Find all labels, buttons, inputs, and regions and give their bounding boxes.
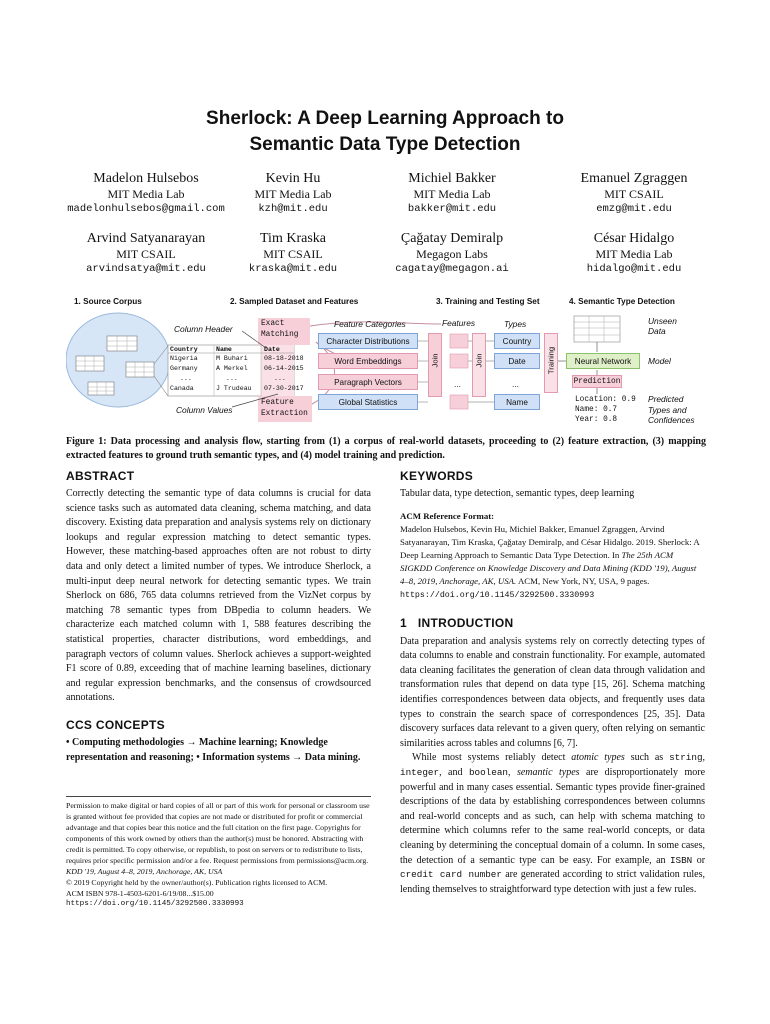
author-email[interactable]: arvindsatya@mit.edu <box>86 263 206 275</box>
title-line-2: Semantic Data Type Detection <box>249 134 521 155</box>
table-cell: ... <box>180 375 192 382</box>
table-cell: Nigeria <box>170 355 198 362</box>
table-cell: 06-14-2015 <box>264 365 304 372</box>
author-name: Kevin Hu <box>265 171 321 186</box>
types-label: Types <box>504 319 527 329</box>
intro-p1: Data preparation and analysis systems rely on correctly detecting types of data columns to enable and constrain functionality. For example, automated data cleaning facilitates the generation of clean data through validation and transformation rules that depend on data type [15, 26]. Schema matching identifies correspondences between data objects, and frequently uses data types to constrain the search space of correspondences [25, 35]. Data discovery surfaces data relevant to a given query, often relying on semantic similarities across tables and columns [6, 7]. <box>400 635 705 749</box>
prediction-box: Prediction <box>572 375 622 388</box>
prediction-values: Location: 0.9 Name: 0.7 Year: 0.8 <box>575 396 636 424</box>
acm-reference-tail: ACM, New York, NY, USA, 9 pages. <box>517 575 650 586</box>
section-type-detection: 4. Semantic Type Detection <box>569 297 675 306</box>
table-header-cell: Date <box>264 346 280 353</box>
feature-categories-label: Feature Categories <box>334 319 406 329</box>
keywords-text: Tabular data, type detection, semantic types, deep learning <box>400 488 635 499</box>
author-7 <box>554 230 714 277</box>
features-ellipsis: ... <box>454 379 461 389</box>
table-cell: 07-30-2017 <box>264 385 304 392</box>
type-country: Country <box>494 333 540 349</box>
author-0 <box>66 170 226 217</box>
acm-reference <box>400 510 705 602</box>
permission-doi: https://doi.org/10.1145/3292500.3330993 <box>66 900 244 908</box>
section-source-corpus: 1. Source Corpus <box>74 297 142 306</box>
permission-copyright: © 2019 Copyright held by the owner/author(s). Publication rights licensed to ACM. <box>66 878 328 887</box>
section-training-testing: 3. Training and Testing Set <box>436 297 540 306</box>
author-email[interactable]: hidalgo@mit.edu <box>586 263 682 275</box>
author-name: Arvind Satyanarayan <box>86 231 206 246</box>
acm-reference-authors: Madelon Hulsebos, Kevin Hu, Michiel Bakker, Emanuel Zgraggen, Arvind Satyanarayan, Tim Kraska, Çağatay Demiralp, and César Hidalgo. 2019. Sherlock: A Deep Learning Approach to Semantic Data Type Detection. In <box>400 523 700 560</box>
category-paragraph-vectors: Paragraph Vectors <box>318 374 418 390</box>
table-cell: J Trudeau <box>216 385 252 392</box>
author-affiliation: MIT CSAIL <box>263 247 323 261</box>
author-name: Çağatay Demiralp <box>400 231 504 246</box>
acm-reference-doi: https://doi.org/10.1145/3292500.3330993 <box>400 590 595 600</box>
type-ellipsis: ... <box>512 379 519 389</box>
author-email[interactable]: cagatay@megagon.ai <box>395 263 509 275</box>
table-cell: Canada <box>170 385 194 392</box>
author-email[interactable]: emzg@mit.edu <box>596 203 672 215</box>
permission-venue: KDD '19, August 4–8, 2019, Anchorage, AK, USA <box>66 867 223 876</box>
author-2 <box>372 170 532 217</box>
author-email[interactable]: kraska@mit.edu <box>248 263 338 275</box>
abstract-heading: ABSTRACT <box>66 469 135 483</box>
author-3 <box>554 170 714 217</box>
author-1 <box>213 170 373 217</box>
section-sampled-dataset: 2. Sampled Dataset and Features <box>230 297 359 306</box>
author-4 <box>66 230 226 277</box>
author-affiliation: MIT CSAIL <box>604 187 664 201</box>
author-affiliation: MIT Media Lab <box>254 187 332 201</box>
category-global-statistics: Global Statistics <box>318 394 418 410</box>
author-6 <box>372 230 532 277</box>
author-name: Tim Kraska <box>260 231 326 246</box>
features-label: Features <box>442 318 476 328</box>
author-email[interactable]: bakker@mit.edu <box>407 203 497 215</box>
abstract-text: Correctly detecting the semantic type of data columns is crucial for data science tasks such as automated data cleaning, schema matching, and data discovery. Existing data preparation and analysis systems rely on dictionary lookups and regular expression matching to detect semantic types. However, these matching-based approaches often are not robust to dirty data and only detect a limited number of types. We introduce Sherlock, a multi-input deep neural network for detecting semantic types. We train Sherlock on 686, 765 data columns retrieved from the VizNet corpus by matching 78 semantic types from DBpedia to column headers. We characterize each matched column with 1, 588 features describing the statistical properties, character distributions, word embeddings, and paragraph vectors of column values. Sherlock achieves a support-weighted F1 score of 0.89, exceeding that of machine learning baselines, dictionary and regular expression benchmarks, and the consensus of crowdsourced annotations. <box>66 488 371 704</box>
unseen-data-table <box>574 316 620 342</box>
author-affiliation: MIT Media Lab <box>595 247 673 261</box>
join-label-2: Join <box>474 353 484 368</box>
left-column <box>66 468 371 765</box>
feature-extraction-label: Feature Extraction <box>261 399 308 418</box>
footnote-rule <box>66 796 371 797</box>
author-affiliation: MIT CSAIL <box>116 247 176 261</box>
figure-caption: Figure 1: Data processing and analysis flow, starting from (1) a corpus of real-world datasets, proceeding to (2) feature extraction, (3) mapping extracted features to ground truth semantic types, and (4) model training and prediction. <box>66 436 706 461</box>
permission-isbn: ACM ISBN 978-1-4503-6201-6/19/08...$15.00 <box>66 889 214 898</box>
category-character-distributions: Character Distributions <box>318 333 418 349</box>
ccs-text: • Computing methodologies → Machine learning; Knowledge representation and reasoning; • Information systems → Data mining. <box>66 736 361 763</box>
exact-matching-label: Exact Matching <box>261 320 299 339</box>
acm-reference-heading: ACM Reference Format: <box>400 510 495 521</box>
table-header-cell: Country <box>170 346 198 353</box>
category-word-embeddings: Word Embeddings <box>318 353 418 369</box>
figure-1 <box>66 294 706 428</box>
column-values-label: Column Values <box>176 405 233 415</box>
join-label-1: Join <box>430 353 440 368</box>
author-affiliation: MIT Media Lab <box>413 187 491 201</box>
unseen-data-label: Unseen Data <box>648 316 677 336</box>
feature-vectors <box>450 334 468 409</box>
table-cell: Germany <box>170 365 198 372</box>
table-cell: M Buhari <box>216 355 248 362</box>
author-5 <box>213 230 373 277</box>
author-affiliation: Megagon Labs <box>416 247 488 261</box>
column-header-label: Column Header <box>174 324 233 334</box>
title-line-1: Sherlock: A Deep Learning Approach to <box>206 108 564 129</box>
training-label: Training <box>546 346 556 375</box>
permission-block <box>66 800 371 910</box>
intro-heading: 1 INTRODUCTION <box>400 615 514 630</box>
author-name: Madelon Hulsebos <box>93 171 199 186</box>
right-column <box>400 468 705 897</box>
acm-reference-venue: The 25th ACM SIGKDD Conference on Knowledge Discovery and Data Mining (KDD '19), August 4–8, 2019, Anchorage, AK, USA. <box>400 549 697 586</box>
neural-network-box: Neural Network <box>566 353 640 369</box>
author-name: Emanuel Zgraggen <box>580 171 688 186</box>
intro-p2: While most systems reliably detect atomic types such as string, integer, and boolean, semantic types are disproportionately more powerful and in many cases essential. Semantic types provide finer-grained descriptions of the data by establishing correspondences between columns and real-world concepts and as such, can help with schema matching to determine which columns refer to the same real-world concepts, or data cleaning by determining the conceptual domain of a column. In some cases, the detection of a semantic type can be easy. For example, an ISBN or credit card number are generated according to strict validation rules, lending themselves to straightforward type detection with just a few rules. <box>400 752 706 895</box>
paper-title <box>0 106 770 158</box>
ccs-heading: CCS CONCEPTS <box>66 717 165 732</box>
table-header-cell: Name <box>216 346 232 353</box>
table-cell: A Merkel <box>216 365 248 372</box>
permission-text: Permission to make digital or hard copies of all or part of this work for personal or classroom use is granted without fee provided that copies are not made or distributed for profit or commercial advantage and that copies bear this notice and the full citation on the first page. Copyrights for components of this work owned by others than the author(s) must be honored. Abstracting with credit is permitted. To copy otherwise, or republish, to post on servers or to redistribute to lists, requires prior specific permission and/or a fee. Request permissions from permissions@acm.org. <box>66 801 370 865</box>
keywords-heading: KEYWORDS <box>400 469 474 483</box>
author-name: Michiel Bakker <box>408 171 496 186</box>
table-cell: ... <box>226 375 238 382</box>
model-label: Model <box>648 356 671 366</box>
join-lines <box>418 341 428 402</box>
table-cell: 08-18-2018 <box>264 355 304 362</box>
table-cell: ... <box>274 375 286 382</box>
author-email[interactable]: madelonhulsebos@gmail.com <box>67 203 225 215</box>
author-email[interactable]: kzh@mit.edu <box>258 203 328 215</box>
predicted-types-label: Predicted Types and Confidences <box>648 394 695 425</box>
type-name: Name <box>494 394 540 410</box>
type-date: Date <box>494 353 540 369</box>
author-affiliation: MIT Media Lab <box>107 187 185 201</box>
author-name: César Hidalgo <box>593 231 675 246</box>
